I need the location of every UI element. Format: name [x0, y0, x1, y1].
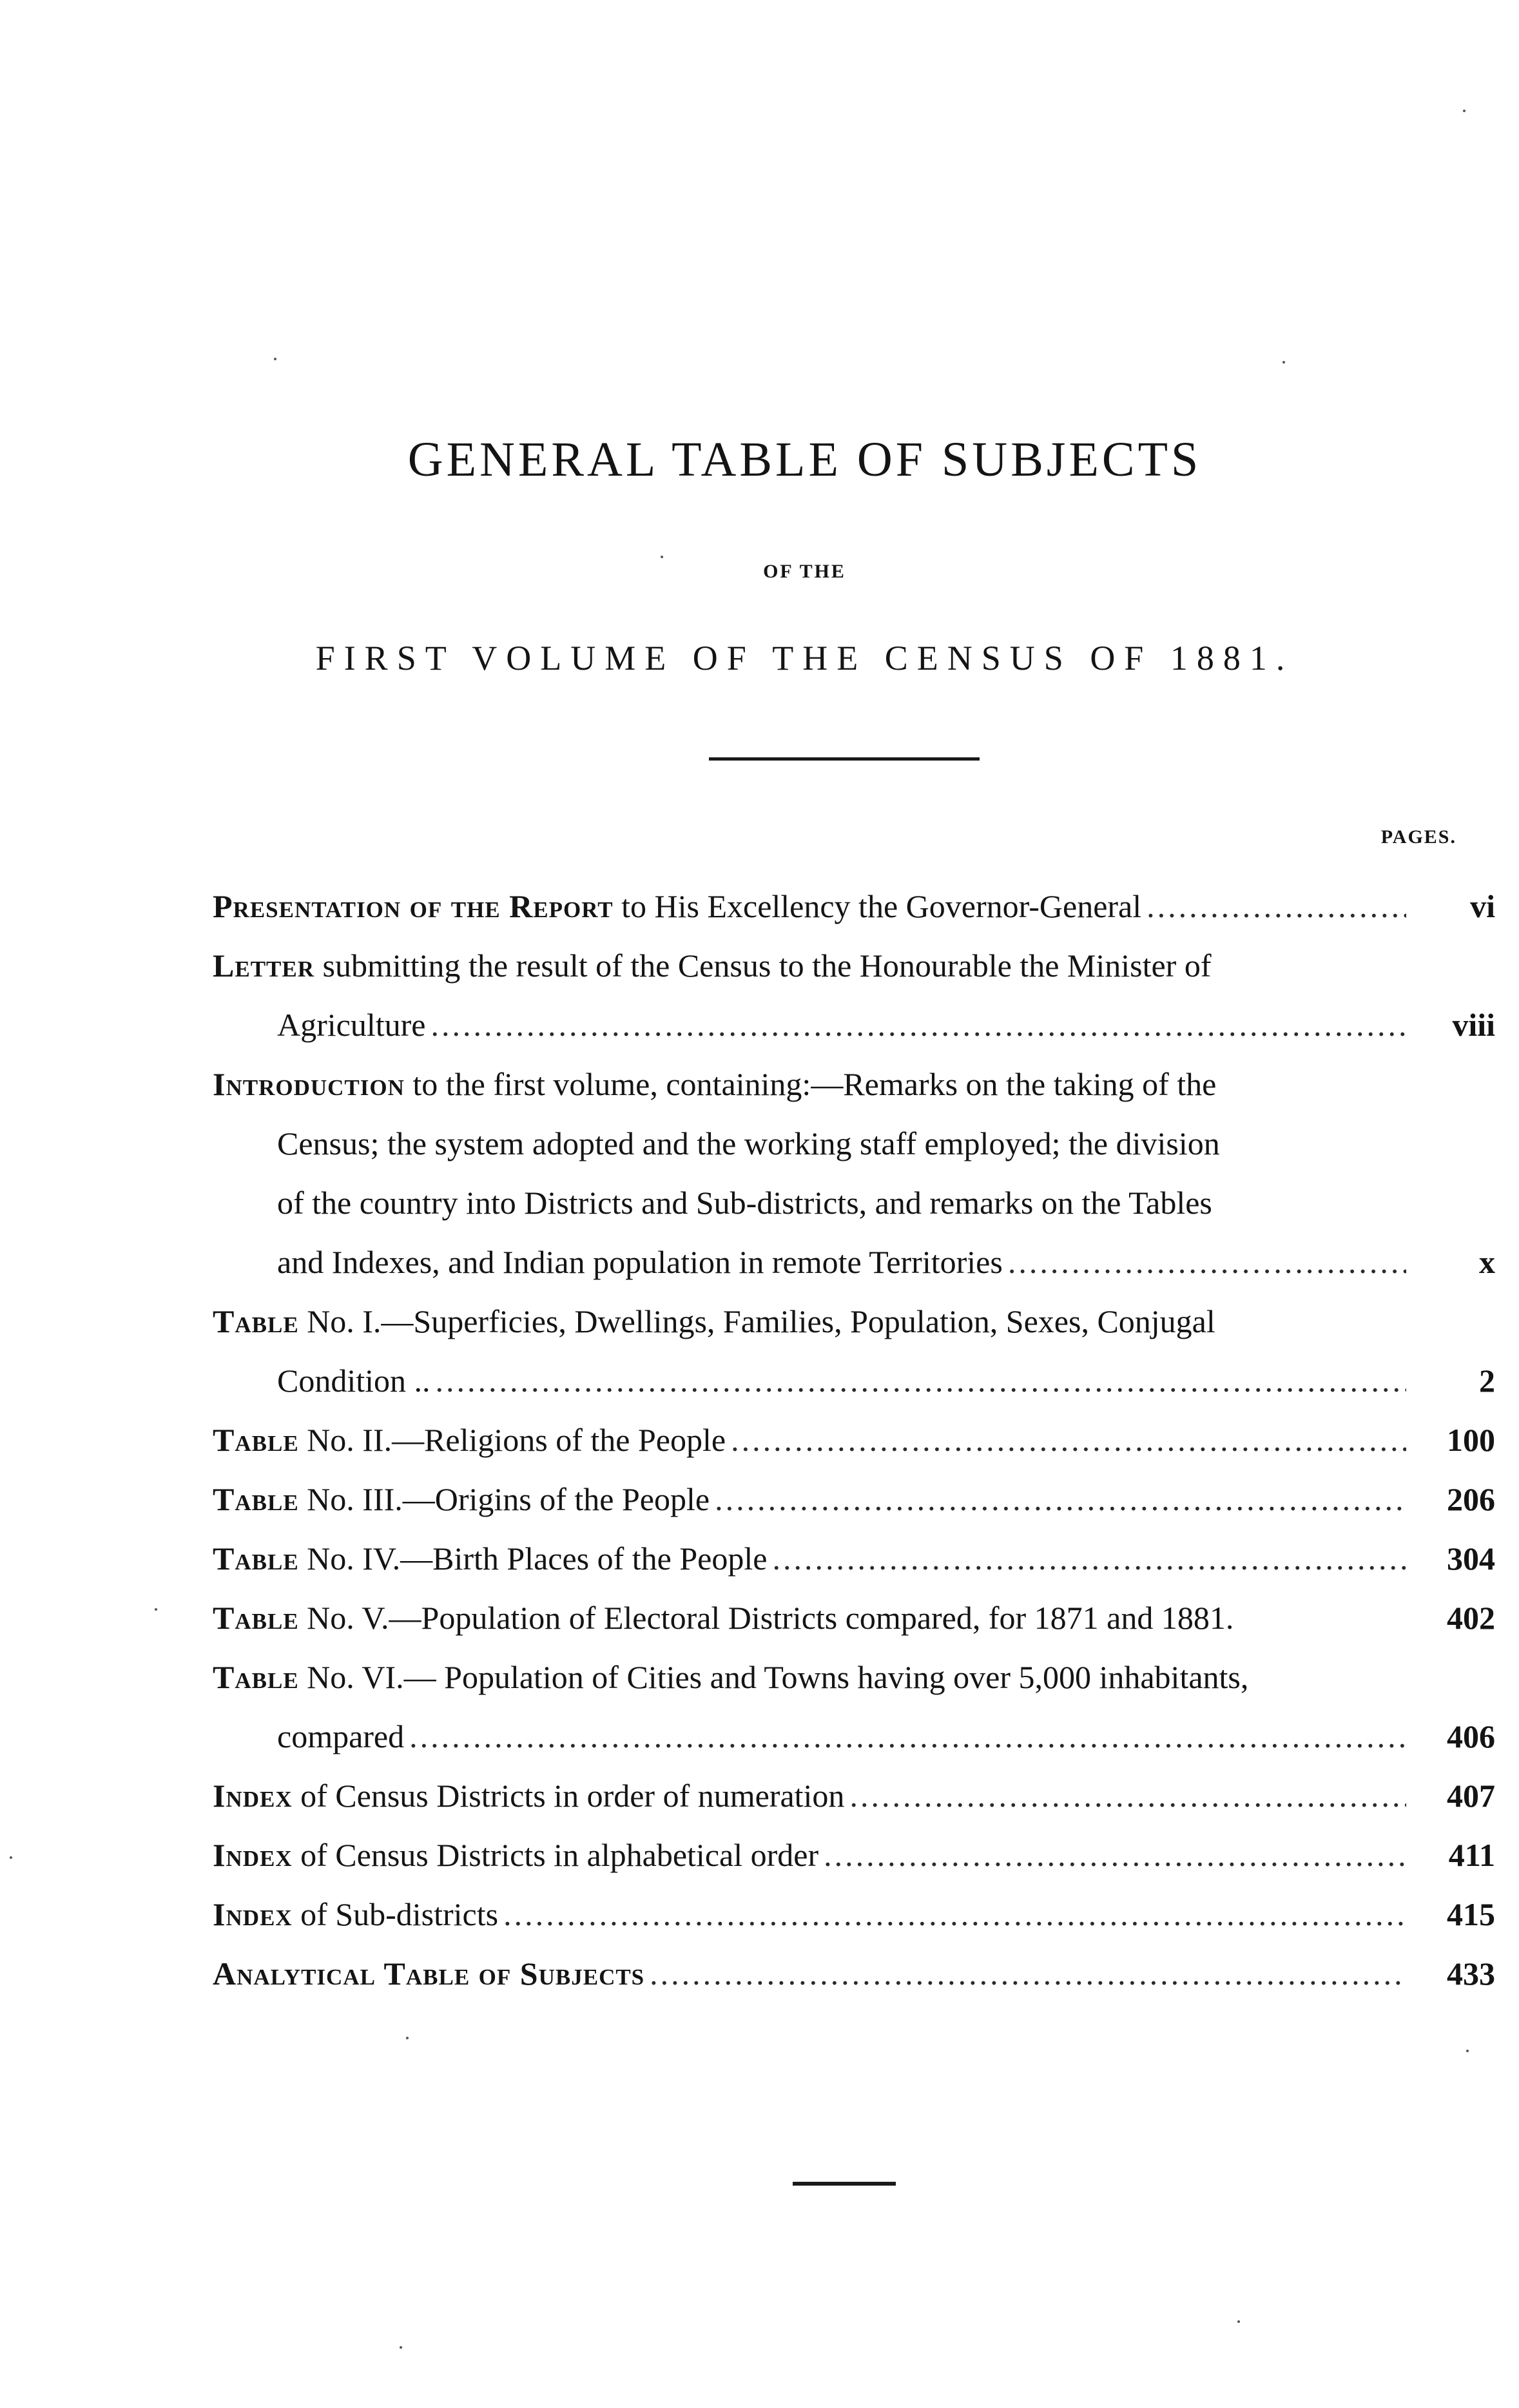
entry-text: to the first volume, containing:—Remarks on the taking of the	[412, 1066, 1217, 1102]
entry-page-number: 406	[1447, 1718, 1495, 1754]
entry-lead: Analytical Table of Subjects	[213, 1956, 645, 1992]
entry-text: No. I.—Superficies, Dwellings, Families, Population, Sexes, Conjugal	[307, 1303, 1215, 1339]
dot-leader	[715, 1470, 1406, 1529]
toc-entry-introduction[interactable]	[213, 1054, 1495, 1292]
dot-leader	[503, 1885, 1406, 1944]
entry-text: Agriculture	[277, 1007, 426, 1043]
entry-lead: Letter	[213, 947, 315, 984]
entry-page-number: viii	[1452, 1007, 1495, 1043]
divider-rule	[709, 757, 980, 761]
entry-text: compared	[277, 1718, 405, 1754]
dot-leader	[1008, 1232, 1406, 1292]
dot-leader	[436, 1351, 1406, 1410]
toc-entry-table-3[interactable]	[213, 1470, 1495, 1529]
toc-entry-index-alphabetical[interactable]	[213, 1825, 1495, 1885]
entry-text: and Indexes, and Indian population in remote Territories	[277, 1244, 1003, 1280]
toc-entry-table-2[interactable]	[213, 1410, 1495, 1470]
print-speck	[1237, 2320, 1240, 2323]
entry-text: of Census Districts in order of numeration	[300, 1778, 845, 1814]
entry-page-number: 433	[1447, 1956, 1495, 1992]
entry-page-number: vi	[1470, 888, 1495, 924]
dot-leader	[431, 995, 1406, 1054]
entry-text: Census; the system adopted and the working staff employed; the division	[277, 1125, 1220, 1161]
entry-page-number: 100	[1447, 1422, 1495, 1458]
toc-entry-table-4[interactable]	[213, 1529, 1495, 1588]
entry-page-number: 402	[1447, 1600, 1495, 1636]
toc-entry-table-6[interactable]	[213, 1647, 1495, 1766]
entry-lead: Index	[213, 1837, 293, 1873]
entry-text: of Sub-districts	[300, 1896, 499, 1932]
entry-text: No. III.—Origins of the People	[307, 1481, 710, 1517]
entry-text: submitting the result of the Census to the Honourable the Minister of	[322, 947, 1212, 984]
entry-text: No. II.—Religions of the People	[307, 1422, 726, 1458]
entry-lead: Index	[213, 1896, 293, 1932]
entry-text: No. V.—Population of Electoral Districts compared, for 1871 and 1881.	[307, 1600, 1234, 1636]
entry-lead: Table	[213, 1540, 299, 1577]
entry-page-number: 407	[1447, 1778, 1495, 1814]
toc-entry-table-1[interactable]	[213, 1292, 1495, 1410]
print-speck	[274, 358, 276, 360]
entry-lead: Table	[213, 1659, 299, 1695]
print-speck	[1282, 361, 1285, 364]
print-speck	[1466, 2050, 1469, 2052]
entry-text: of Census Districts in alphabetical order	[300, 1837, 819, 1873]
print-speck	[406, 2037, 409, 2039]
entry-lead: Table	[213, 1422, 299, 1458]
entry-text: No. IV.—Birth Places of the People	[307, 1540, 768, 1577]
toc-entry-letter[interactable]	[213, 936, 1495, 1054]
dot-leader	[824, 1825, 1406, 1885]
entry-lead: Table	[213, 1600, 299, 1636]
dot-leader	[772, 1529, 1406, 1588]
entry-lead: Index	[213, 1778, 293, 1814]
closing-rule	[793, 2182, 896, 2186]
entry-text: to His Excellency the Governor-General	[621, 888, 1142, 924]
entry-lead: Presentation of the Report	[213, 888, 614, 924]
entry-lead: Table	[213, 1303, 299, 1339]
entry-page-number: 206	[1447, 1481, 1495, 1517]
print-speck	[661, 556, 663, 558]
toc-entry-index-sub-districts[interactable]	[213, 1885, 1495, 1944]
entry-lead: Introduction	[213, 1066, 405, 1102]
entry-page-number: 411	[1448, 1837, 1495, 1873]
toc-entry-analytical-table[interactable]	[213, 1944, 1495, 2003]
print-speck	[400, 2346, 402, 2349]
entry-lead: Table	[213, 1481, 299, 1517]
toc-entry-presentation[interactable]	[213, 877, 1495, 936]
entry-page-number: 415	[1447, 1896, 1495, 1932]
toc-entry-table-5[interactable]	[213, 1588, 1495, 1647]
dot-leader	[409, 1707, 1406, 1766]
entry-text: Condition ..	[277, 1363, 431, 1399]
print-speck	[1463, 110, 1466, 112]
table-of-contents	[213, 877, 1495, 2003]
pages-column-header: PAGES.	[1380, 826, 1456, 848]
toc-entry-index-numeration[interactable]	[213, 1766, 1495, 1825]
entry-page-number: 304	[1447, 1540, 1495, 1577]
dot-leader	[731, 1410, 1406, 1470]
of-the-line: OF THE	[763, 561, 846, 582]
print-speck	[10, 1856, 12, 1859]
dot-leader	[1147, 877, 1406, 936]
entry-page-number: 2	[1479, 1363, 1495, 1399]
dot-leader	[650, 1944, 1406, 2003]
entry-text: of the country into Districts and Sub-districts, and remarks on the Tables	[277, 1185, 1212, 1221]
print-speck	[155, 1608, 157, 1611]
entry-text: No. VI.— Population of Cities and Towns having over 5,000 inhabitants,	[307, 1659, 1249, 1695]
dot-leader	[849, 1766, 1406, 1825]
page-title: GENERAL TABLE OF SUBJECTS	[407, 432, 1202, 487]
page-subtitle: FIRST VOLUME OF THE CENSUS OF 1881.	[315, 639, 1294, 677]
entry-page-number: x	[1479, 1244, 1495, 1280]
